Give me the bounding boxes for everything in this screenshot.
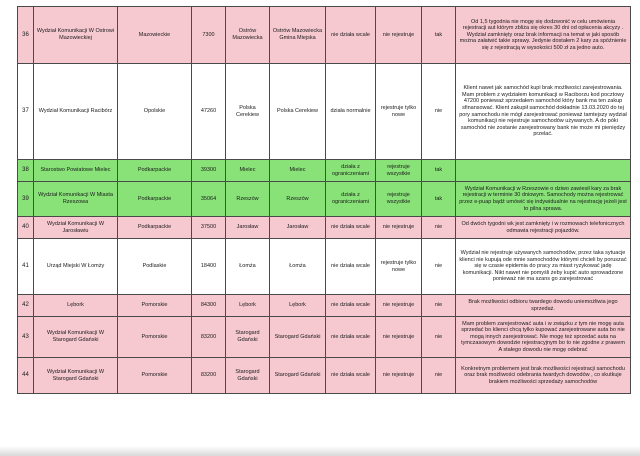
- cell-flag: nie: [422, 239, 456, 295]
- table-row: [18, 358, 631, 394]
- cell-population: 83200: [192, 358, 226, 394]
- cell-city: Jarosław: [226, 217, 270, 239]
- cell-number: 42: [18, 295, 34, 317]
- cell-province: Podkarpackie: [118, 182, 192, 217]
- table-row: [18, 295, 631, 317]
- cell-flag: nie: [422, 295, 456, 317]
- cell-registration-status: rejestruje tylko nowe: [376, 64, 422, 160]
- table-row: [18, 217, 631, 239]
- cell-number: 43: [18, 317, 34, 358]
- cell-office-name: Wydział Komunikacji W Starogard Gdański: [34, 358, 118, 394]
- cell-office-name: Wydział Komunikacji Racibórz: [34, 64, 118, 160]
- cell-office-name: Starostwo Powiatowe Mielec: [34, 160, 118, 182]
- cell-number: 44: [18, 358, 34, 394]
- cell-description: Konkretnym problemem jest brak możliwości rejestracji samochodu oraz brak możliwości odebrania twardych dowodów , co skutkuje brakiem możliwości sprzedaży samochodów: [456, 358, 631, 394]
- cell-municipality: Ostrów Mazowiecka Gmina Miejska: [270, 7, 326, 64]
- cell-city: Łomża: [226, 239, 270, 295]
- cell-registration-status: rejestruje tylko nowe: [376, 239, 422, 295]
- cell-description: Od dwóch tygodni wk jest zamknięty i w rozmowach telefonicznych odmawia rejestracji pojazdów.: [456, 217, 631, 239]
- cell-city: Rzeszów: [226, 182, 270, 217]
- cell-flag: tak: [422, 7, 456, 64]
- cell-flag: tak: [422, 182, 456, 217]
- cell-number: 36: [18, 7, 34, 64]
- cell-number: 40: [18, 217, 34, 239]
- cell-municipality: Starogard Gdański: [270, 358, 326, 394]
- registration-offices-table: [17, 6, 631, 394]
- cell-flag: nie: [422, 317, 456, 358]
- cell-office-name: Urząd Miejski W Łomży: [34, 239, 118, 295]
- cell-province: Pomorskie: [118, 295, 192, 317]
- cell-municipality: Starogard Gdański: [270, 317, 326, 358]
- cell-description: Wydział nie rejestruje używanych samochodów, przez taka sytuacje klienci nie kupują ode mnie samochodów którymi chcieli by poruszać się w czasie epidemia do pracy za miast ryzykować jadę komunikacji. Nikt nawet nie pomyśli żeby kupić auto sprowadzone ponieważ nie ma szans go zarejestrować: [456, 239, 631, 295]
- cell-population: 7300: [192, 7, 226, 64]
- cell-population: 84300: [192, 295, 226, 317]
- cell-city: Mielec: [226, 160, 270, 182]
- cell-office-name: Wydział Komunikacji W Ostrowi Mazowieckiej: [34, 7, 118, 64]
- cell-office-name: Wydział Komunikacji W Jarosławiu: [34, 217, 118, 239]
- cell-description: Brak możliwości odbioru twardego dowodu uniemożliwia jego sprzedaż.: [456, 295, 631, 317]
- table-row: [18, 239, 631, 295]
- cell-registration-status: nie rejestruje: [376, 7, 422, 64]
- cell-city: Starogard Gdański: [226, 358, 270, 394]
- cell-population: 47260: [192, 64, 226, 160]
- cell-operation-status: nie działa wcale: [326, 295, 376, 317]
- cell-flag: tak: [422, 160, 456, 182]
- cell-municipality: Łomża: [270, 239, 326, 295]
- cell-city: Polska Cerekiew: [226, 64, 270, 160]
- cell-province: Opolskie: [118, 64, 192, 160]
- cell-city: Starogard Gdański: [226, 317, 270, 358]
- cell-description: Klient nawet jak samochód kupi brak możliwości zarejestrowania. Mam problem z wydziałem komunikacji w Raciborzu kod pocztowy 47200 ponieważ sprzedałem samochód który bank ma ten zakup sfinansować. Klient zakupił samochód dokładnie 13.03.2020 do tej pory samochodu nie mógł zarejestrować ponieważ tamtejszy wydział komunikacji nie rejestruje samochodów używanych. A do póki samochód nie zostanie zarejestrowany bank nie może mi pieniędzy przelać.: [456, 64, 631, 160]
- cell-flag: nie: [422, 64, 456, 160]
- cell-population: 18400: [192, 239, 226, 295]
- cell-registration-status: rejestruje wszystkie: [376, 160, 422, 182]
- table-row: [18, 64, 631, 160]
- cell-number: 41: [18, 239, 34, 295]
- cell-description: Od 1,5 tygodnia nie mogę się dodzwonić w celu umówienia rejestracji aut którym zbliża się okres 30 dni od opłacenia akcyzy . Wydział zamknięty oraz brak informacji na temat w jaki sposób można załatwić takie sprawy. Jedynie dostałem 2 kary za spóźnienie się z rejestracją w wysokości 500 zł za jedno auto.: [456, 7, 631, 64]
- cell-description: Mam problem zarejestrować auta i w związku z tym nie mogę auta sprzedać bo klienci chcą tylko kupować zarejestrowane auta bo nie mogą innych zarejestrować. Nie mogę też sprzedać auta na tymczasowym dowodzie rejestracyjnym bo to nie zgodne z prawem A stałego dowodu nie mogę odebrać: [456, 317, 631, 358]
- cell-province: Podkarpackie: [118, 217, 192, 239]
- cell-registration-status: nie rejestruje: [376, 217, 422, 239]
- cell-province: Pomorskie: [118, 358, 192, 394]
- cell-number: 39: [18, 182, 34, 217]
- cell-city: Lębork: [226, 295, 270, 317]
- cell-office-name: Wydział Komunikacji W Miasta Rzeszowa: [34, 182, 118, 217]
- cell-registration-status: nie rejestruje: [376, 317, 422, 358]
- cell-municipality: Lębork: [270, 295, 326, 317]
- cell-operation-status: nie działa wcale: [326, 217, 376, 239]
- cell-number: 37: [18, 64, 34, 160]
- cell-province: Mazowieckie: [118, 7, 192, 64]
- table-row: [18, 7, 631, 64]
- cell-population: 83200: [192, 317, 226, 358]
- cell-description: [456, 160, 631, 182]
- cell-operation-status: nie działa wcale: [326, 7, 376, 64]
- cell-office-name: Lębork: [34, 295, 118, 317]
- cell-registration-status: nie rejestruje: [376, 295, 422, 317]
- cell-operation-status: nie działa wcale: [326, 358, 376, 394]
- cell-population: 39300: [192, 160, 226, 182]
- page-bottom-shadow: [0, 446, 640, 456]
- table-row: [18, 160, 631, 182]
- cell-municipality: Jarosław: [270, 217, 326, 239]
- cell-province: Podkarpackie: [118, 160, 192, 182]
- cell-population: 35064: [192, 182, 226, 217]
- cell-flag: nie: [422, 217, 456, 239]
- table-row: [18, 317, 631, 358]
- cell-description: Wydział Komunikacji w Rzeszowie o dziwo zawiesił kary za brak rejestracji w terminie 30 dniowym. Samochody można rejestrować przez e-puap bądź umówić się indywidualnie na rejestrację jeżeli jest to pilna sprawa.: [456, 182, 631, 217]
- table-row: [18, 182, 631, 217]
- cell-operation-status: nie działa wcale: [326, 317, 376, 358]
- cell-office-name: Wydział Komunikacji W Starogard Gdański: [34, 317, 118, 358]
- cell-operation-status: nie działa wcale: [326, 239, 376, 295]
- cell-municipality: Mielec: [270, 160, 326, 182]
- cell-municipality: Rzeszów: [270, 182, 326, 217]
- cell-population: 37500: [192, 217, 226, 239]
- cell-number: 38: [18, 160, 34, 182]
- cell-registration-status: nie rejestruje: [376, 358, 422, 394]
- cell-municipality: Polska Cerekiew: [270, 64, 326, 160]
- cell-province: Podlaskie: [118, 239, 192, 295]
- cell-province: Pomorskie: [118, 317, 192, 358]
- cell-operation-status: działa normalnie: [326, 64, 376, 160]
- cell-flag: nie: [422, 358, 456, 394]
- cell-operation-status: działa z ograniczeniami: [326, 160, 376, 182]
- cell-registration-status: rejestruje wszystkie: [376, 182, 422, 217]
- cell-city: Ostrów Mazowiecka: [226, 7, 270, 64]
- cell-operation-status: działa z ograniczeniami: [326, 182, 376, 217]
